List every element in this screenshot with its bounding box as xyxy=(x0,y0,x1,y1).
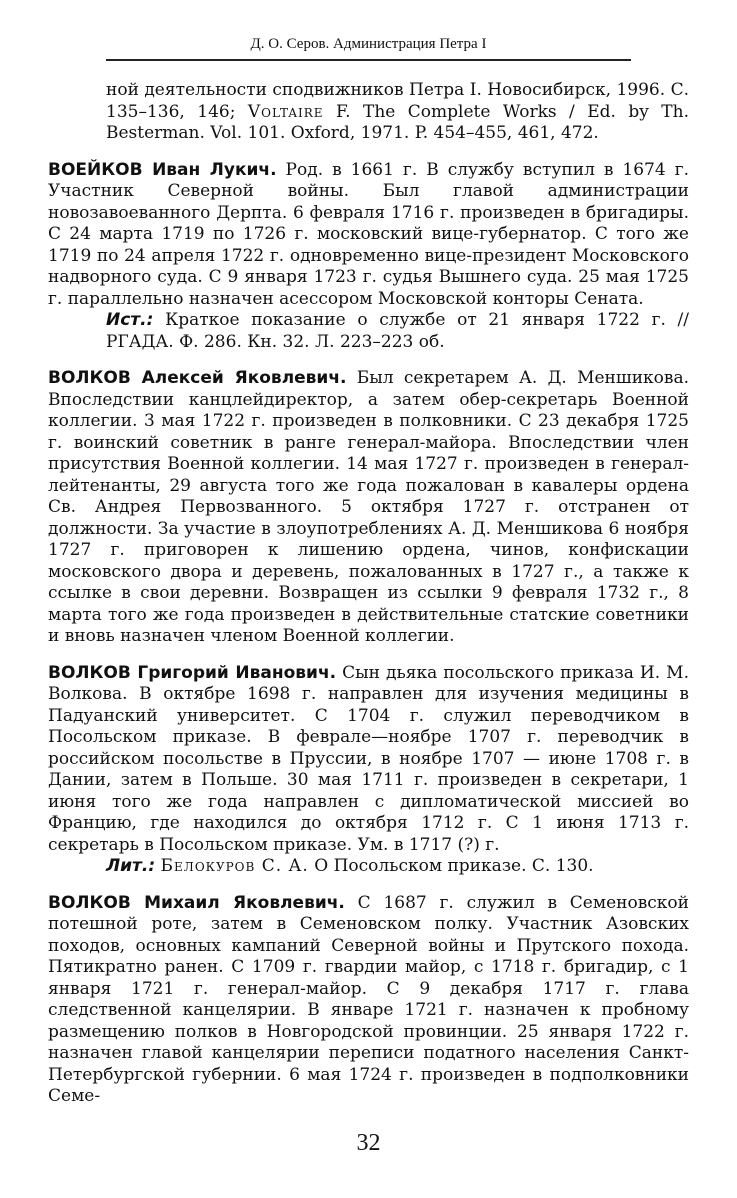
entry-volkov-mikhail xyxy=(48,893,689,1108)
entry-body xyxy=(48,893,689,1108)
entry-volkov-grigorii xyxy=(48,663,689,878)
entry-literature-note xyxy=(48,856,689,878)
note-text: Краткое показание о службе от 21 января 1722 г. // РГАДА. Ф. 286. Кн. 32. Л. 223–223 об. xyxy=(106,310,689,352)
header-rule xyxy=(106,59,631,61)
continuation-paragraph xyxy=(48,80,689,145)
continuation-text-2: F. The Complete Works / Ed. by Th. Besterman. Vol. 101. Oxford, 1971. P. 454–455, 461, 472. xyxy=(106,101,689,143)
running-head: Д. О. Серов. Администрация Петра I xyxy=(250,36,487,52)
entry-text: Сын дьяка посольского приказа И. М. Волкова. В октябре 1698 г. направлен для изучения медицины в Падуанский университет. С 1704 г. служил переводчиком в Посольском приказе. В феврале—ноябре 1707 г. переводчик в российском посольстве в Пруссии, в ноябре 1707 — июне 1708 г. в Дании, затем в Польше. 30 мая 1711 г. произведен в секретари, 1 июня того же года направлен с дипломатической миссией во Францию, где находился до октября 1712 г. С 1 июня 1713 г. секретарь в Посольском приказе. Ум. в 1717 (?) г. xyxy=(48,662,689,855)
continuation-author: Voltaire xyxy=(247,101,324,122)
note-text: О Посольском приказе. С. 130. xyxy=(308,856,594,876)
entry-body xyxy=(48,160,689,311)
entry-source-note xyxy=(48,310,689,353)
entry-text: С 1687 г. служил в Семеновской потешной роте, затем в Семеновском полку. Участник Азовских походов, основных кампаний Северной войны и Прутского похода. Пятикратно ранен. С 1709 г. гвардии майор, с 1718 г. бригадир, с 1 января 1721 г. генерал-майор. С 9 декабря 1717 г. глава следственной канцелярии. В январе 1721 г. назначен к пробному размещению полков в Новгородской провинции. 25 января 1722 г. назначен главой канцелярии переписи податного населения Санкт-Петербургской губернии. 6 мая 1724 г. произведен в подполковники Семе- xyxy=(48,892,689,1106)
entry-volkov-aleksei xyxy=(48,368,689,648)
text-block xyxy=(48,80,689,1123)
note-label: Ист.: xyxy=(106,310,154,330)
note-author: Белокуров С. А. xyxy=(160,856,309,876)
entry-body xyxy=(48,663,689,857)
entry-text: Род. в 1661 г. В службу вступил в 1674 г. Участник Северной войны. Был главой администрации новозавоеванного Дерпта. 6 февраля 1716 г. произведен в бригадиры. С 24 марта 1719 по 1726 г. московский вице-губернатор. С того же 1719 по 24 апреля 1722 г. одновременно вице-президент Московского надворного суда. С 9 января 1723 г. судья Вышнего суда. 25 мая 1725 г. параллельно назначен асессором Московской конторы Сената. xyxy=(48,159,689,309)
entry-text: Был секретарем А. Д. Меншикова. Впоследствии канцлейдиректор, а затем обер-секретарь Военной коллегии. 3 мая 1722 г. произведен в полковники. С 23 декабря 1725 г. воинский советник в ранге генерал-майора. Впоследствии член присутствия Военной коллегии. 14 мая 1727 г. произведен в генерал-лейтенанты, 29 августа того же года пожалован в кавалеры ордена Св. Андрея Первозванного. 5 октября 1727 г. отстранен от должности. За участие в злоупотреблениях А. Д. Меншикова 6 ноября 1727 г. приговорен к лишению ордена, чинов, конфискации московского двора и деревень, пожалованных в 1727 г., а также к ссылке в свои деревни. Возвращен из ссылки 9 февраля 1732 г., 8 марта того же года произведен в действительные статские советники и вновь назначен членом Военной коллегии. xyxy=(48,368,689,646)
continuation-text-1: ной деятельности сподвижников Петра I. Новосибирск, 1996. С. 135–136, 146; xyxy=(106,80,689,122)
entry-heading: ВОЕЙКОВ Иван Лукич. xyxy=(48,159,277,180)
page-number: 32 xyxy=(356,1130,381,1156)
entry-heading: ВОЛКОВ Михаил Яковлевич. xyxy=(48,892,345,913)
entry-voeikov xyxy=(48,160,689,354)
entry-heading: ВОЛКОВ Григорий Иванович. xyxy=(48,662,337,683)
note-label: Лит.: xyxy=(106,856,156,876)
entry-heading: ВОЛКОВ Алексей Яковлевич. xyxy=(48,368,347,388)
entry-body xyxy=(48,368,689,648)
